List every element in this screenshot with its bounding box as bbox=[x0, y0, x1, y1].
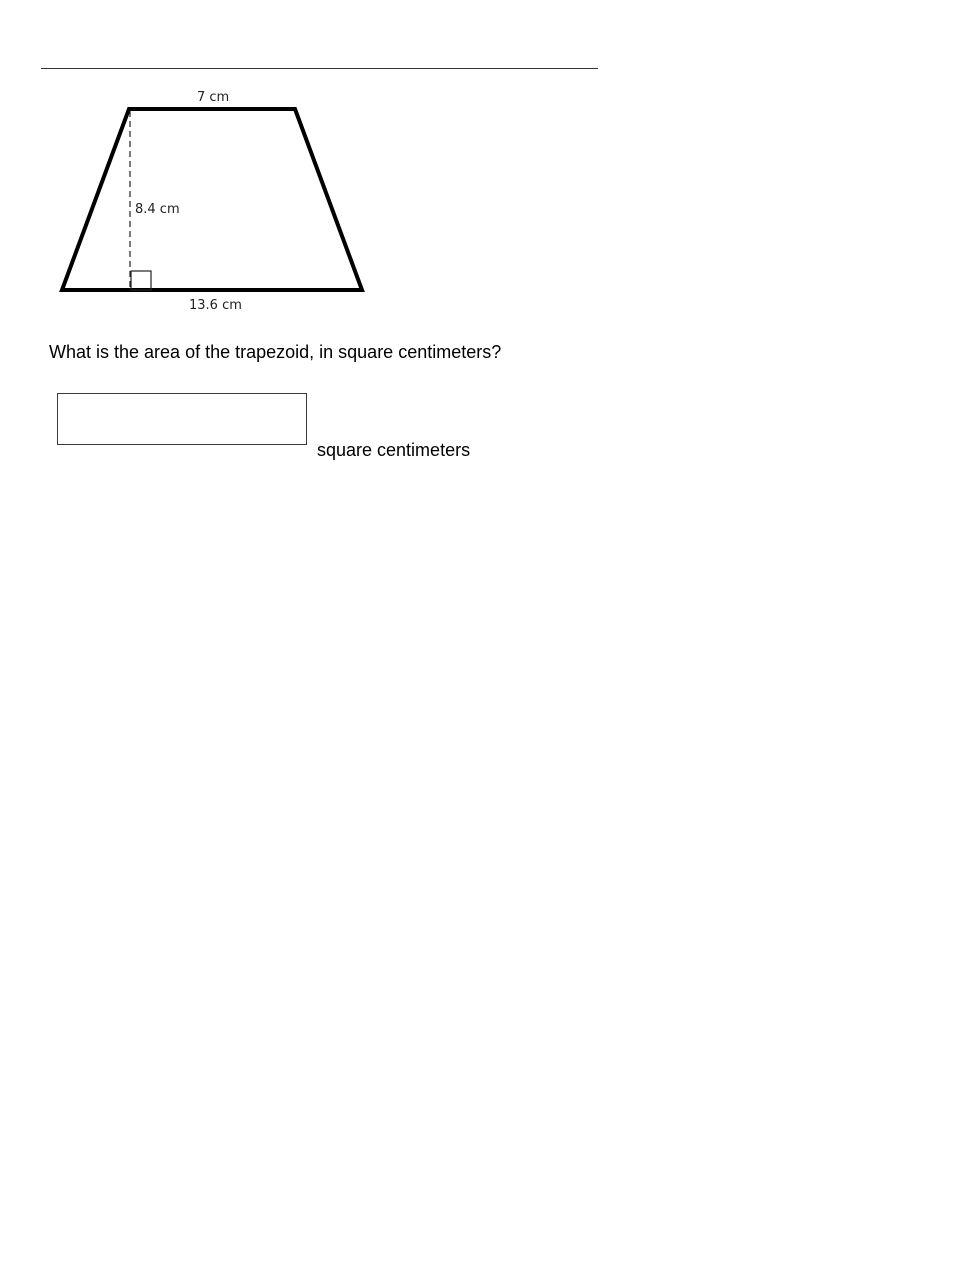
trapezoid-shape bbox=[62, 109, 362, 290]
right-angle-marker bbox=[131, 271, 151, 290]
top-base-label: 7 cm bbox=[197, 90, 230, 105]
trapezoid-figure bbox=[0, 0, 420, 330]
area-answer-input[interactable] bbox=[57, 393, 307, 445]
height-label: 8.4 cm bbox=[135, 202, 180, 217]
question-prompt: What is the area of the trapezoid, in square centimeters? bbox=[49, 342, 502, 362]
unit-label: square centimeters bbox=[317, 440, 471, 460]
bottom-base-label: 13.6 cm bbox=[189, 298, 242, 313]
